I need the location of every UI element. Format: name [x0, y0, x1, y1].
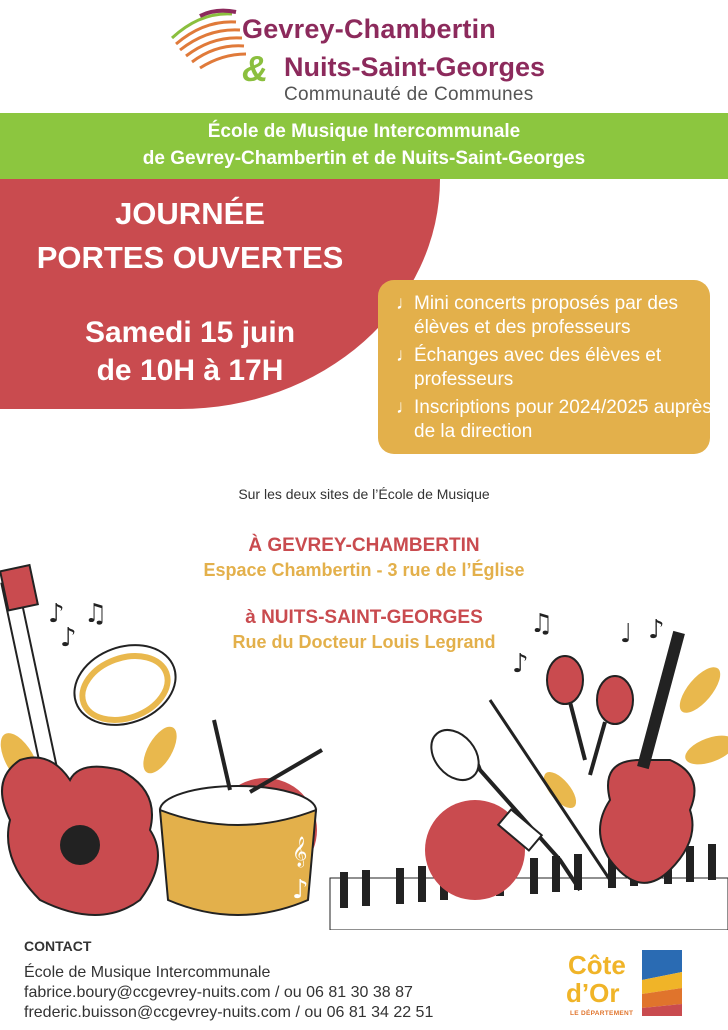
school-name-line1: École de Musique Intercommunale: [207, 121, 521, 142]
svg-text:♩: ♩: [620, 619, 633, 649]
event-title-line1: JOURNÉE: [115, 196, 265, 231]
cotedor-flag-icon: [642, 950, 682, 1016]
contact-heading: CONTACT: [24, 938, 92, 954]
cotedor-logo-word2: d’Or: [566, 978, 620, 1008]
vineyard-logo-icon: [170, 8, 250, 70]
cotedor-logo-subtitle: LE DÉPARTEMENT: [570, 1010, 634, 1017]
highlight-text: Mini concerts proposés par des élèves et des professeurs: [414, 293, 679, 338]
svg-text:♪: ♪: [648, 615, 665, 645]
brand-name-line1: Gevrey-Chambertin: [242, 14, 496, 44]
brand-ampersand: &: [242, 48, 268, 89]
highlights-box: [378, 280, 710, 454]
svg-text:𝄞: 𝄞: [292, 837, 308, 867]
music-note-icon: ♩: [396, 397, 415, 418]
maracas-icon: [547, 656, 633, 775]
svg-text:♪: ♪: [292, 875, 309, 905]
school-name-line2: de Gevrey-Chambertin et de Nuits-Saint-Georges: [142, 148, 586, 169]
music-note-icon: ♩: [396, 293, 415, 314]
music-note-icon: ♩: [396, 345, 415, 366]
contact-organization: École de Musique Intercommunale: [24, 964, 271, 981]
svg-text:♪: ♪: [60, 623, 77, 653]
event-hours: de 10H à 17H: [96, 354, 284, 387]
contact-line-frederic[interactable]: frederic.buisson@ccgevrey-nuits.com / ou 06 81 34 22 51: [24, 1004, 434, 1021]
svg-text:♪: ♪: [512, 649, 529, 679]
highlight-item: [396, 292, 714, 340]
gevrey-site-address: Espace Chambertin - 3 rue de l’Église: [203, 560, 525, 580]
cotedor-logo-word1: Côte: [568, 950, 626, 980]
sites-intro: Sur les deux sites de l’École de Musique: [238, 486, 490, 502]
highlight-item: [396, 344, 714, 392]
brand-name-line2: Nuits-Saint-Georges: [284, 52, 546, 82]
highlight-text: Échanges avec des élèves et professeurs: [414, 345, 662, 390]
svg-text:♫: ♫: [530, 609, 554, 639]
highlight-item: [396, 396, 714, 444]
svg-text:♫: ♫: [84, 599, 108, 629]
contact-line-fabrice[interactable]: fabrice.boury@ccgevrey-nuits.com / ou 06 81 30 38 87: [24, 984, 413, 1001]
nuits-site-address: Rue du Docteur Louis Legrand: [232, 632, 496, 652]
nuits-site-title: à NUITS-SAINT-GEORGES: [245, 607, 483, 628]
event-title-line2: PORTES OUVERTES: [36, 240, 344, 275]
brand-subtitle: Communauté de Communes: [284, 84, 534, 105]
svg-text:♪: ♪: [48, 599, 65, 629]
event-date: Samedi 15 juin: [84, 316, 296, 349]
gevrey-site-title: À GEVREY-CHAMBERTIN: [248, 535, 480, 556]
highlight-text: Inscriptions pour 2024/2025 auprès de la direction: [414, 397, 712, 442]
